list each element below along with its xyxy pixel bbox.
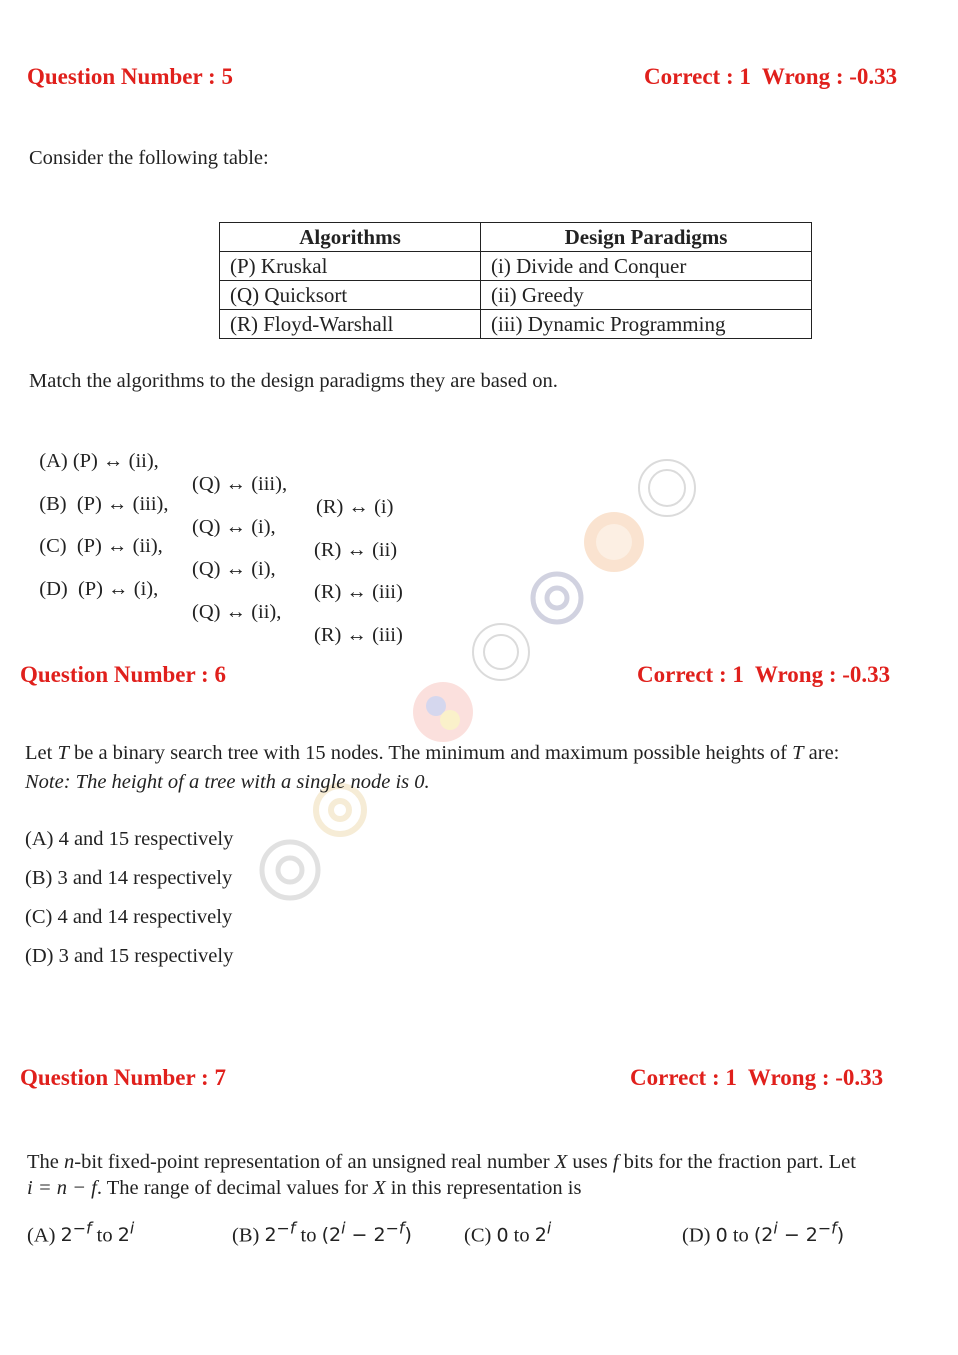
text-part: Let <box>25 742 58 764</box>
text-part: bits for the fraction part. Let <box>618 1151 856 1173</box>
option-to: to <box>513 1224 530 1247</box>
text-part: The <box>27 1151 64 1173</box>
equation-i: i = n − f <box>27 1177 97 1199</box>
q7-question-line1 <box>27 1151 856 1174</box>
watermark-gear-3-icon <box>262 842 318 898</box>
option-part: (Q) ↔ (i), <box>192 558 276 580</box>
option-label: (C) <box>464 1224 492 1247</box>
option-part: (D) (P) ↔ (i), <box>39 578 159 600</box>
watermark-seal-2-icon <box>584 512 644 572</box>
table-row <box>220 252 812 281</box>
text-part: be a binary search tree with 15 nodes. The minimum and maximum possible heights of <box>68 742 793 764</box>
algorithms-table <box>219 222 812 339</box>
option-label: (A) <box>27 1224 56 1247</box>
q6-option-d: (D) 3 and 15 respectively <box>25 945 234 967</box>
text-part: in this representation is <box>385 1177 582 1199</box>
q6-option-b: (B) 3 and 14 respectively <box>25 867 233 889</box>
var-t: T <box>792 742 804 764</box>
watermark-seal-3-icon <box>473 624 529 680</box>
table-cell: (i) Divide and Conquer <box>481 252 812 281</box>
q7-marks: Correct : 1 Wrong : -0.33 <box>630 1065 884 1090</box>
math-expr: 2$^i$ <box>534 1219 552 1247</box>
q7-option-c <box>464 1219 551 1247</box>
option-part: (R) ↔ (iii) <box>314 581 403 603</box>
var-x: X <box>554 1151 568 1173</box>
table-cell: (Q) Quicksort <box>220 281 481 310</box>
option-to: to <box>96 1224 113 1247</box>
watermark-seal-1-icon <box>639 460 695 516</box>
q6-number: Question Number : 6 <box>20 662 226 687</box>
math-expr: $(2^i - 2^{-f})$ <box>321 1219 412 1247</box>
option-part: (C) (P) ↔ (ii), <box>39 535 163 557</box>
q6-marks: Correct : 1 Wrong : -0.33 <box>637 662 891 687</box>
math-expr: $(2^i - 2^{-f})$ <box>753 1219 845 1247</box>
var-n: n <box>64 1151 75 1173</box>
watermark-seal-4-icon <box>413 682 473 742</box>
option-to: to <box>300 1224 317 1247</box>
table-header-paradigms: Design Paradigms <box>481 223 812 252</box>
q5-option-d <box>29 555 403 647</box>
text-part: are: <box>803 742 840 764</box>
math-expr: $2^{-f}$ <box>264 1219 296 1247</box>
q7-number: Question Number : 7 <box>20 1065 226 1090</box>
option-part: (R) ↔ (i) <box>316 496 394 518</box>
q7-option-b <box>232 1219 412 1247</box>
watermark-gear-1-icon <box>533 574 581 622</box>
q6-option-c: (C) 4 and 14 respectively <box>25 906 233 928</box>
option-part: (B) (P) ↔ (iii), <box>39 493 169 515</box>
text-part: uses <box>567 1151 613 1173</box>
text-part: -bit fixed-point representation of an unsigned real number <box>74 1151 555 1173</box>
text-part: . The range of decimal values for <box>96 1177 374 1199</box>
q6-question-text <box>25 742 839 765</box>
option-part: (Q) ↔ (iii), <box>192 473 288 495</box>
var-f: f <box>612 1151 619 1173</box>
q5-marks: Correct : 1 Wrong : -0.33 <box>644 64 898 89</box>
option-part: (R) ↔ (ii) <box>314 539 398 561</box>
q5-number: Question Number : 5 <box>27 64 233 89</box>
option-label: (B) <box>232 1224 260 1247</box>
table-header-row <box>220 223 812 252</box>
table-row <box>220 281 812 310</box>
q5-intro: Consider the following table: <box>29 147 269 169</box>
q5-prompt: Match the algorithms to the design paradigms they are based on. <box>29 370 558 392</box>
table-cell: (ii) Greedy <box>481 281 812 310</box>
table-header-algorithms: Algorithms <box>220 223 481 252</box>
var-t: T <box>57 742 69 764</box>
q6-note: Note: The height of a tree with a single node is 0. <box>25 771 430 793</box>
table-cell: (iii) Dynamic Programming <box>481 310 812 339</box>
q7-option-a <box>27 1219 134 1247</box>
table-cell: (R) Floyd-Warshall <box>220 310 481 339</box>
table-cell: (P) Kruskal <box>220 252 481 281</box>
math-zero: 0 <box>715 1224 728 1247</box>
option-part: (Q) ↔ (i), <box>192 516 276 538</box>
option-label: (D) <box>682 1224 711 1247</box>
q7-question-line2 <box>27 1177 581 1200</box>
q7-option-d <box>682 1219 844 1247</box>
option-part: (R) ↔ (iii) <box>314 624 403 646</box>
table-row <box>220 310 812 339</box>
math-zero: 0 <box>496 1224 509 1247</box>
math-expr: $2^{-f}$ <box>60 1219 92 1247</box>
var-x: X <box>373 1177 386 1199</box>
q6-option-a: (A) 4 and 15 respectively <box>25 828 234 850</box>
option-to: to <box>732 1224 749 1247</box>
option-part: (Q) ↔ (ii), <box>192 601 282 623</box>
option-part: (A) (P) ↔ (ii), <box>39 450 159 472</box>
math-expr: 2$^i$ <box>117 1219 135 1247</box>
